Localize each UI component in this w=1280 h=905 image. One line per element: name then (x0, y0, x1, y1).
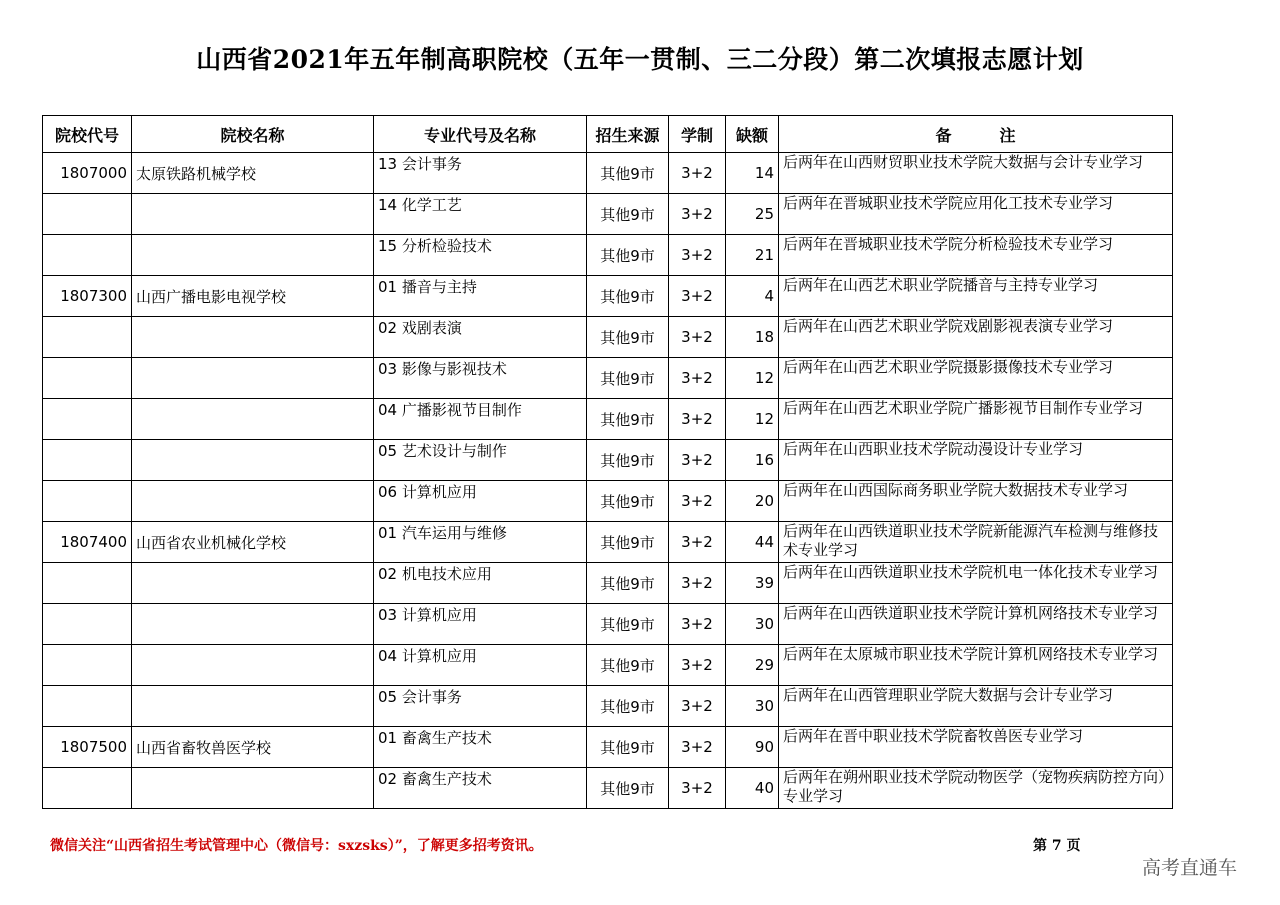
length-cell: 3+2 (669, 399, 726, 440)
school-name-cell: 山西省农业机械化学校 (132, 522, 374, 563)
source-cell: 其他9市 (587, 727, 669, 768)
school-code-cell (43, 563, 132, 604)
note-cell: 后两年在山西艺术职业学院广播影视节目制作专业学习 (779, 399, 1173, 440)
school-code-cell: 1807400 (43, 522, 132, 563)
major-cell: 02 戏剧表演 (374, 317, 587, 358)
school-name-cell (132, 768, 374, 809)
source-cell: 其他9市 (587, 194, 669, 235)
table-row (43, 235, 1173, 276)
length-cell: 3+2 (669, 194, 726, 235)
table-row (43, 768, 1173, 809)
table-body (43, 153, 1173, 809)
vacancy-cell: 90 (726, 727, 779, 768)
source-cell: 其他9市 (587, 645, 669, 686)
source-cell: 其他9市 (587, 481, 669, 522)
major-cell: 02 畜禽生产技术 (374, 768, 587, 809)
school-code-cell: 1807500 (43, 727, 132, 768)
vacancy-cell: 25 (726, 194, 779, 235)
note-cell: 后两年在山西铁道职业技术学院新能源汽车检测与维修技术专业学习 (779, 522, 1173, 563)
header-length: 学制 (669, 116, 726, 153)
table-row (43, 563, 1173, 604)
table-row (43, 358, 1173, 399)
length-cell: 3+2 (669, 727, 726, 768)
major-cell: 13 会计事务 (374, 153, 587, 194)
length-cell: 3+2 (669, 645, 726, 686)
school-code-cell (43, 481, 132, 522)
source-cell: 其他9市 (587, 563, 669, 604)
vacancy-cell: 4 (726, 276, 779, 317)
major-cell: 03 影像与影视技术 (374, 358, 587, 399)
source-cell: 其他9市 (587, 440, 669, 481)
major-cell: 06 计算机应用 (374, 481, 587, 522)
school-code-cell (43, 194, 132, 235)
note-cell: 后两年在山西艺术职业学院摄影摄像技术专业学习 (779, 358, 1173, 399)
vacancy-cell: 16 (726, 440, 779, 481)
vacancy-cell: 44 (726, 522, 779, 563)
school-name-cell (132, 604, 374, 645)
note-cell: 后两年在山西艺术职业学院播音与主持专业学习 (779, 276, 1173, 317)
source-cell: 其他9市 (587, 768, 669, 809)
table-header-row (43, 116, 1173, 153)
length-cell: 3+2 (669, 440, 726, 481)
major-cell: 04 计算机应用 (374, 645, 587, 686)
table-row (43, 686, 1173, 727)
school-name-cell (132, 358, 374, 399)
note-cell: 后两年在太原城市职业技术学院计算机网络技术专业学习 (779, 645, 1173, 686)
major-cell: 05 艺术设计与制作 (374, 440, 587, 481)
header-vacancy: 缺额 (726, 116, 779, 153)
source-cell: 其他9市 (587, 358, 669, 399)
major-cell: 04 广播影视节目制作 (374, 399, 587, 440)
note-cell: 后两年在山西职业技术学院动漫设计专业学习 (779, 440, 1173, 481)
table-row (43, 481, 1173, 522)
school-code-cell: 1807300 (43, 276, 132, 317)
vacancy-cell: 39 (726, 563, 779, 604)
school-code-cell (43, 645, 132, 686)
major-cell: 02 机电技术应用 (374, 563, 587, 604)
page-title: 山西省2021年五年制高职院校（五年一贯制、三二分段）第二次填报志愿计划 (196, 45, 1084, 74)
note-cell: 后两年在山西铁道职业技术学院计算机网络技术专业学习 (779, 604, 1173, 645)
source-cell: 其他9市 (587, 399, 669, 440)
school-name-cell: 山西省畜牧兽医学校 (132, 727, 374, 768)
major-cell: 01 汽车运用与维修 (374, 522, 587, 563)
source-cell: 其他9市 (587, 604, 669, 645)
major-cell: 15 分析检验技术 (374, 235, 587, 276)
vacancy-cell: 30 (726, 604, 779, 645)
source-cell: 其他9市 (587, 153, 669, 194)
major-cell: 03 计算机应用 (374, 604, 587, 645)
school-name-cell (132, 563, 374, 604)
school-code-cell (43, 317, 132, 358)
length-cell: 3+2 (669, 153, 726, 194)
source-cell: 其他9市 (587, 686, 669, 727)
major-cell: 01 畜禽生产技术 (374, 727, 587, 768)
length-cell: 3+2 (669, 358, 726, 399)
length-cell: 3+2 (669, 686, 726, 727)
note-cell: 后两年在山西管理职业学院大数据与会计专业学习 (779, 686, 1173, 727)
note-cell: 后两年在山西国际商务职业学院大数据技术专业学习 (779, 481, 1173, 522)
length-cell: 3+2 (669, 604, 726, 645)
vacancy-cell: 20 (726, 481, 779, 522)
major-cell: 01 播音与主持 (374, 276, 587, 317)
table-row (43, 604, 1173, 645)
table-row (43, 399, 1173, 440)
school-name-cell: 山西广播电影电视学校 (132, 276, 374, 317)
header-source: 招生来源 (587, 116, 669, 153)
page-number: 第 7 页 (1033, 838, 1081, 854)
school-name-cell (132, 194, 374, 235)
length-cell: 3+2 (669, 235, 726, 276)
school-code-cell (43, 358, 132, 399)
watermark-text: 高考直通车 (1142, 857, 1238, 879)
vacancy-cell: 12 (726, 358, 779, 399)
note-cell: 后两年在晋城职业技术学院应用化工技术专业学习 (779, 194, 1173, 235)
source-cell: 其他9市 (587, 522, 669, 563)
school-code-cell (43, 399, 132, 440)
vacancy-cell: 18 (726, 317, 779, 358)
school-name-cell (132, 317, 374, 358)
school-name-cell (132, 686, 374, 727)
table-row (43, 727, 1173, 768)
school-name-cell (132, 235, 374, 276)
school-code-cell (43, 440, 132, 481)
header-school-name: 院校名称 (132, 116, 374, 153)
school-name-cell (132, 481, 374, 522)
length-cell: 3+2 (669, 563, 726, 604)
length-cell: 3+2 (669, 768, 726, 809)
source-cell: 其他9市 (587, 235, 669, 276)
vacancy-cell: 40 (726, 768, 779, 809)
enrollment-plan-table (42, 115, 1173, 809)
school-code-cell (43, 235, 132, 276)
header-school-code: 院校代号 (43, 116, 132, 153)
table-row (43, 317, 1173, 358)
note-cell: 后两年在山西艺术职业学院戏剧影视表演专业学习 (779, 317, 1173, 358)
length-cell: 3+2 (669, 522, 726, 563)
header-note: 备 注 (779, 116, 1173, 153)
table-row (43, 645, 1173, 686)
note-cell: 后两年在晋中职业技术学院畜牧兽医专业学习 (779, 727, 1173, 768)
school-code-cell (43, 604, 132, 645)
length-cell: 3+2 (669, 276, 726, 317)
school-code-cell (43, 768, 132, 809)
note-cell: 后两年在朔州职业技术学院动物医学（宠物疾病防控方向）专业学习 (779, 768, 1173, 809)
length-cell: 3+2 (669, 317, 726, 358)
source-cell: 其他9市 (587, 276, 669, 317)
header-major: 专业代号及名称 (374, 116, 587, 153)
school-name-cell: 太原铁路机械学校 (132, 153, 374, 194)
note-cell: 后两年在山西财贸职业技术学院大数据与会计专业学习 (779, 153, 1173, 194)
school-code-cell (43, 686, 132, 727)
school-name-cell (132, 440, 374, 481)
vacancy-cell: 21 (726, 235, 779, 276)
vacancy-cell: 14 (726, 153, 779, 194)
table-row (43, 522, 1173, 563)
school-name-cell (132, 399, 374, 440)
length-cell: 3+2 (669, 481, 726, 522)
major-cell: 05 会计事务 (374, 686, 587, 727)
note-cell: 后两年在山西铁道职业技术学院机电一体化技术专业学习 (779, 563, 1173, 604)
major-cell: 14 化学工艺 (374, 194, 587, 235)
table-row (43, 194, 1173, 235)
table-row (43, 276, 1173, 317)
school-name-cell (132, 645, 374, 686)
vacancy-cell: 12 (726, 399, 779, 440)
footer-wechat-note: 微信关注“山西省招生考试管理中心（微信号：sxzsks）”，了解更多招考资讯。 (50, 838, 543, 854)
note-cell: 后两年在晋城职业技术学院分析检验技术专业学习 (779, 235, 1173, 276)
vacancy-cell: 29 (726, 645, 779, 686)
vacancy-cell: 30 (726, 686, 779, 727)
source-cell: 其他9市 (587, 317, 669, 358)
school-code-cell: 1807000 (43, 153, 132, 194)
table-row (43, 153, 1173, 194)
table-row (43, 440, 1173, 481)
